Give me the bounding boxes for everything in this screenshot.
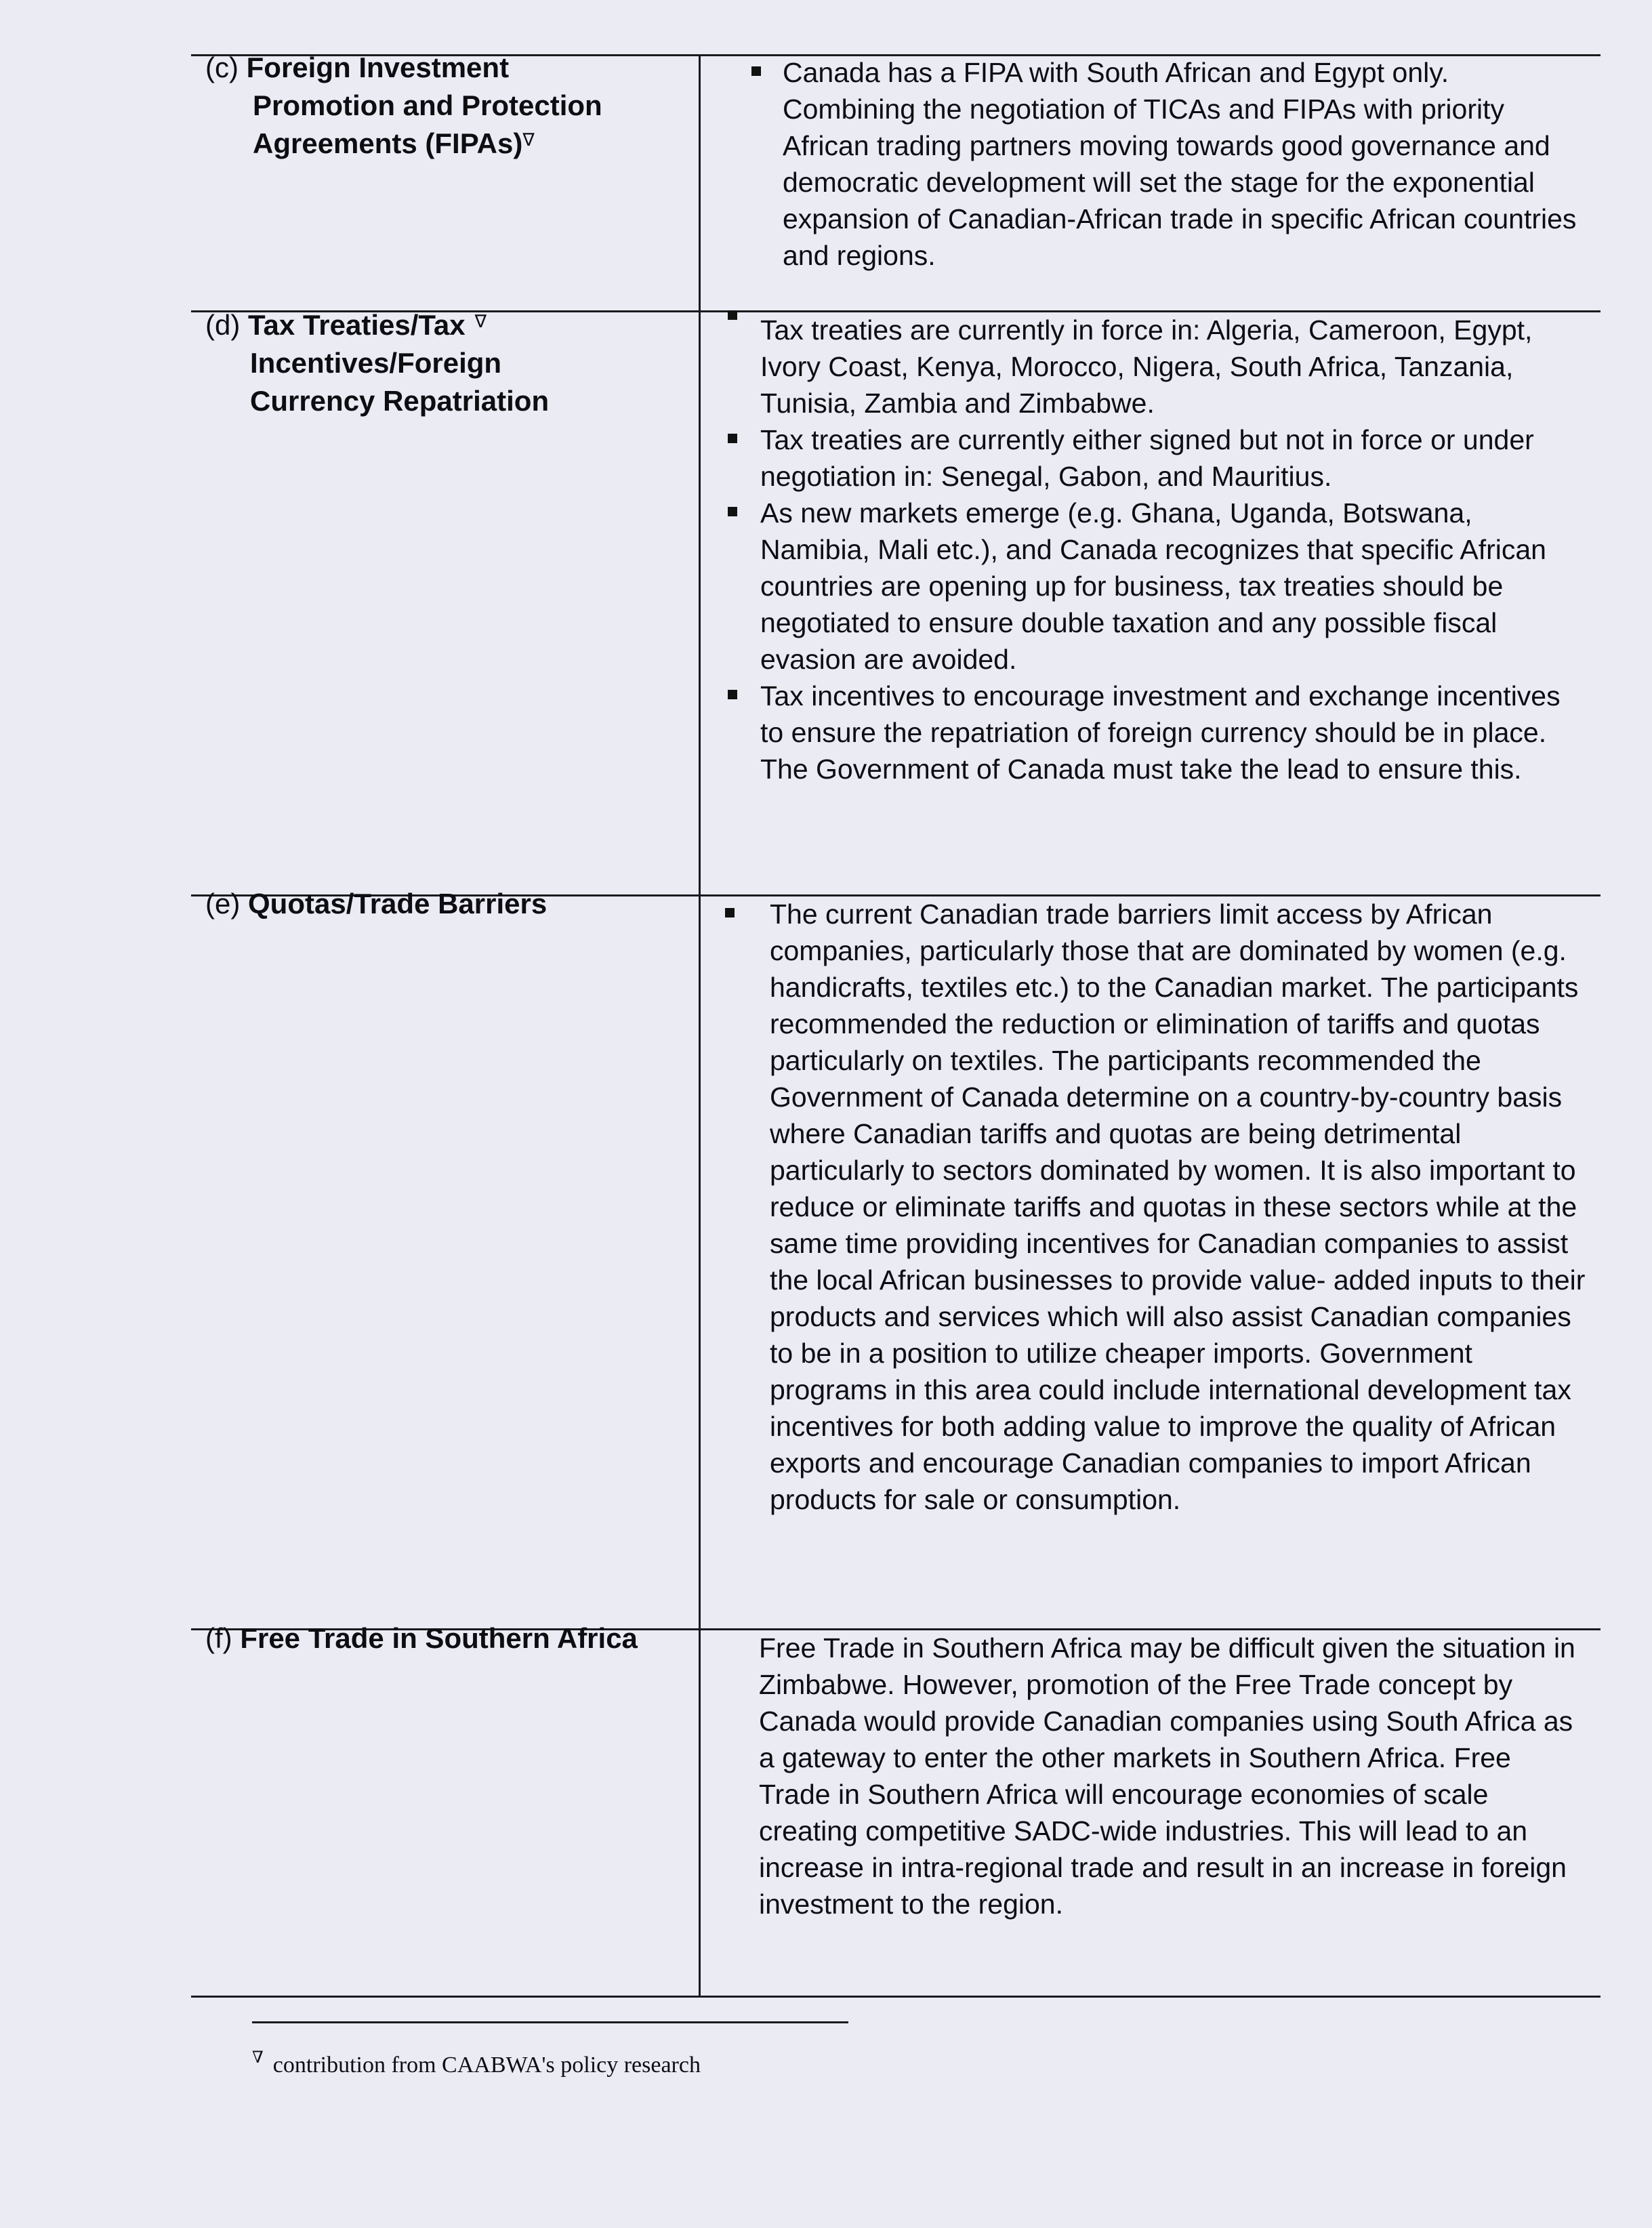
bullet-item <box>783 54 1582 274</box>
row-letter: (d) <box>205 309 241 341</box>
table-bottom-rule <box>191 1996 1601 1998</box>
bullet-square-icon <box>728 434 737 443</box>
bullet-text: Tax treaties are currently in force in: Algeria, Cameroon, Egypt, Ivory Coast, Kenya, Morocco, Nigera, South Africa, Tanzania, Tunisia, Zambia and Zimbabwe. <box>760 314 1533 419</box>
bullet-square-icon <box>728 310 737 320</box>
row-letter: (f) <box>205 1622 232 1654</box>
footnote-marker: ∇ <box>474 311 487 331</box>
bullet-list <box>759 1630 1587 1922</box>
bullet-text: Tax incentives to encourage investment and exchange incentives to ensure the repatriation of foreign currency should be in place. The Government of Canada must take the lead to ensure this. <box>760 680 1561 785</box>
footnote <box>252 2049 701 2081</box>
row-title-line: Currency Repatriation <box>250 385 550 417</box>
row-title-line: Promotion and Protection <box>253 89 602 121</box>
footnote-text: contribution from CAABWA's policy research <box>272 2052 701 2078</box>
row-letter: (c) <box>205 51 239 83</box>
row-title-line: Foreign Investment <box>246 51 510 83</box>
bullet-item <box>760 495 1587 678</box>
footnote-marker: ∇ <box>252 2049 264 2067</box>
column-divider <box>699 54 701 1998</box>
bullet-square-icon <box>728 690 737 699</box>
row-title-line: Quotas/Trade Barriers <box>248 888 548 920</box>
bullet-text: Free Trade in Southern Africa may be difficult given the situation in Zimbabwe. However, promotion of the Free Trade concept by Canada would provide Canadian companies using South Africa as a gateway to enter the other markets in Southern Africa. Free Trade in Southern Africa will encourage economies of scale creating competitive SADC-wide industries. This will lead to an increase in intra-regional trade and result in an increase in foreign investment to the region. <box>759 1632 1575 1920</box>
bullet-item <box>760 678 1587 787</box>
row-title-line: Incentives/Foreign <box>250 347 502 379</box>
row-label <box>205 306 693 420</box>
row-label <box>205 49 693 163</box>
row-label <box>205 1620 693 1657</box>
bullet-text: The current Canadian trade barriers limit access by African companies, particularly those that are dominated by women (e.g. handicrafts, textiles etc.) to the Canadian market. The participants recommended the reduction or elimination of tariffs and quotas particularly on textiles. The participants recommended the Government of Canada determine on a country-by-country basis where Canadian tariffs and quotas are being detrimental particularly to sectors dominated by women. It is also important to reduce or eliminate tariffs and quotas in these sectors while at the same time providing incentives for Canadian companies to assist the local African businesses to provide value- added inputs to their products and services which will also assist Canadian companies to be in a position to utilize cheaper imports. Government programs in this area could include international development tax incentives for both adding value to improve the quality of African exports and encourage Canadian companies to import African products for sale or consumption. <box>770 899 1586 1515</box>
row-label <box>205 885 693 923</box>
row-title-line: Free Trade in Southern Africa <box>240 1622 638 1654</box>
bullet-item <box>770 896 1588 1518</box>
bullet-text: As new markets emerge (e.g. Ghana, Uganda, Botswana, Namibia, Mali etc.), and Canada recognizes that specific African countries are opening up for business, tax treaties should be negotiated to ensure double taxation and any possible fiscal evasion are avoided. <box>760 497 1546 675</box>
row-title-line: Agreements (FIPAs) <box>253 127 523 159</box>
bullet-item <box>759 1630 1587 1922</box>
bullet-list <box>760 312 1587 787</box>
bullet-list <box>770 896 1588 1518</box>
bullet-item <box>760 421 1587 495</box>
bullet-square-icon <box>725 908 735 917</box>
footnote-rule <box>252 2021 848 2023</box>
bullet-square-icon <box>728 507 737 516</box>
row-title-line: Tax Treaties/Tax <box>248 309 466 341</box>
footnote-marker: ∇ <box>522 129 535 150</box>
bullet-item <box>760 312 1587 421</box>
bullet-text: Canada has a FIPA with South African and Egypt only. Combining the negotiation of TICAs and FIPAs with priority African trading partners moving towards good governance and democratic development will set the stage for the exponential expansion of Canadian-African trade in specific African countries and regions. <box>783 57 1577 271</box>
bullet-list <box>783 54 1582 274</box>
row-letter: (e) <box>205 888 241 920</box>
bullet-text: Tax treaties are currently either signed but not in force or under negotiation in: Senegal, Gabon, and Mauritius. <box>760 424 1534 492</box>
bullet-square-icon <box>751 66 761 76</box>
